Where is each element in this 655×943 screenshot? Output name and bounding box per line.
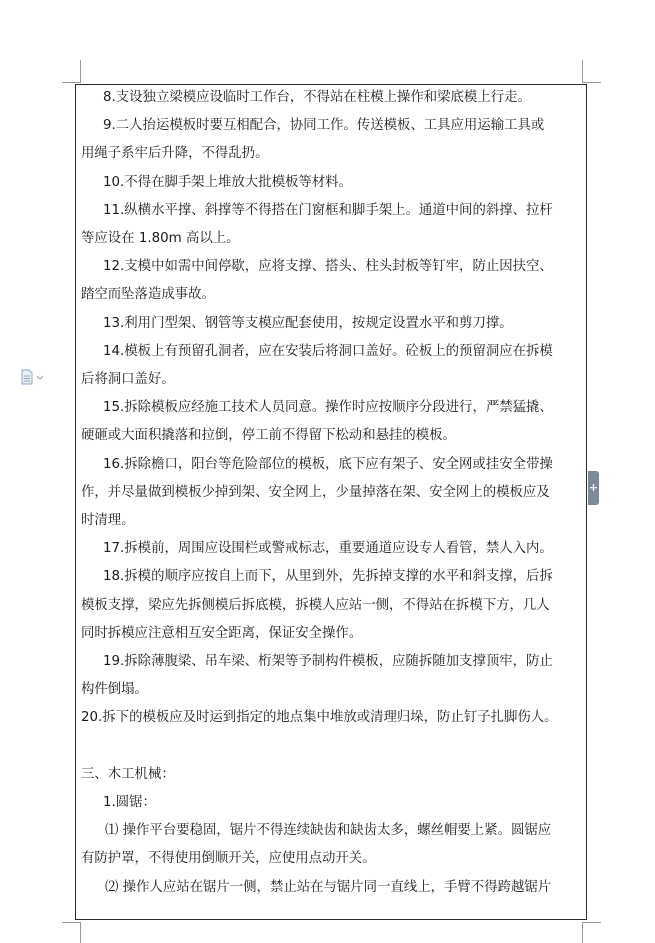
page-corner-mark-top-left	[62, 60, 81, 83]
text-line: 作，并尽量做到模板少掉到架、安全网上，少量掉落在架、安全网上的模板应及	[81, 484, 550, 500]
text-line: 同时拆模应注意相互安全距离，保证安全操作。	[81, 625, 363, 641]
text-line: 8.支设独立梁模应设临时工作台，不得站在柱模上操作和梁底模上行走。	[103, 90, 531, 105]
plus-icon: +	[588, 481, 599, 494]
text-line: 9.二人抬运模板时要互相配合，协同工作。传送模板、工具应用运输工具或	[103, 118, 545, 134]
page-corner-mark-bottom-left	[62, 922, 81, 943]
text-line: 构件倒塌。	[81, 682, 148, 698]
text-line: 14.模板上有预留孔洞者，应在安装后将洞口盖好。砼板上的预留洞应在拆模	[103, 343, 553, 359]
text-line: 踏空而坠落造成事故。	[81, 287, 215, 303]
text-line: 16.拆除檐口，阳台等危险部位的模板，底下应有架子、安全网或挂安全带操	[103, 456, 553, 472]
text-line: 模板支撑，梁应先拆侧模后拆底模，拆模人应站一侧，不得站在拆模下方，几人	[81, 597, 550, 613]
text-line: 15.拆除模板应经施工技术人员同意。操作时应按顺序分段进行，严禁猛撬、	[103, 400, 553, 416]
text-line: 硬砸或大面积撬落和拉倒，停工前不得留下松动和悬挂的模板。	[81, 428, 456, 444]
blank-line	[81, 733, 581, 761]
section-heading: 三、木工机械：	[81, 766, 175, 782]
text-line: 13.利用门型架、钢管等支模应配套使用，按规定设置水平和剪刀撑。	[103, 315, 513, 331]
text-line: 11.纵横水平撑、斜撑等不得搭在门窗框和脚手架上。通道中间的斜撑、拉杆	[103, 202, 553, 218]
text-line: 用绳子系牢后升降，不得乱扔。	[81, 146, 269, 162]
text-line: 12.支模中如需中间停歇，应将支撑、搭头、柱头封板等钉牢，防止因扶空、	[103, 259, 553, 275]
text-line: ⑴ 操作平台要稳固，锯片不得连续缺齿和缺齿太多，螺丝帽要上紧。圆锯应	[105, 823, 552, 839]
expand-handle[interactable]	[588, 471, 599, 505]
text-line: 后将洞口盖好。	[81, 372, 175, 388]
document-outline-icon[interactable]	[19, 369, 45, 385]
page-corner-mark-bottom-right	[582, 922, 601, 943]
text-line: 17.拆模前，周围应设围栏或警戒标志，重要通道应设专人看管，禁人入内。	[103, 541, 553, 557]
text-line: 20.拆下的模板应及时运到指定的地点集中堆放或清理归垛，防止钉子扎脚伤人。	[81, 710, 558, 726]
text-line: 有防护罩，不得使用倒顺开关，应使用点动开关。	[81, 851, 376, 867]
text-line: ⑵ 操作人应站在锯片一侧，禁止站在与锯片同一直线上，手臂不得跨越锯片	[105, 879, 552, 895]
text-line: 19.拆除薄腹梁、吊车梁、桁架等予制构件模板，应随拆随加支撑顶牢，防止	[103, 654, 553, 670]
text-line: 10.不得在脚手架上堆放大批模板等材料。	[103, 174, 352, 190]
subsection-heading: 1.圆锯：	[103, 795, 156, 811]
page-corner-mark-top-right	[582, 60, 601, 83]
text-line: 等应设在 1.80m 高以上。	[81, 231, 240, 247]
document-body	[81, 84, 581, 902]
text-line: 时清理。	[81, 513, 135, 529]
text-line: 18.拆模的顺序应按自上而下，从里到外，先拆掉支撑的水平和斜支撑，后拆	[103, 569, 553, 585]
